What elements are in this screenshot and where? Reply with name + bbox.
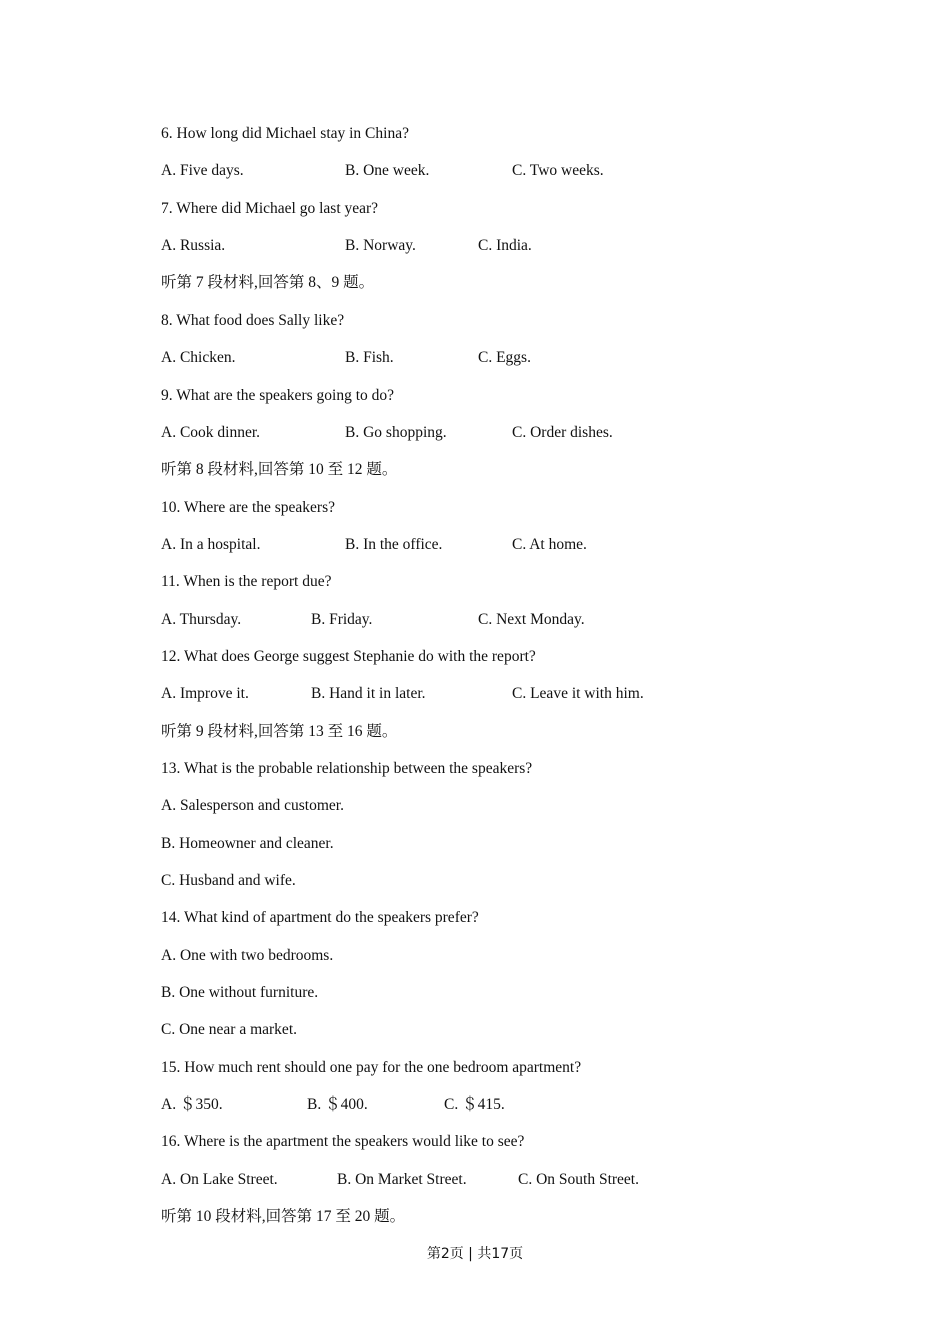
option-a: A. On Lake Street.: [161, 1171, 278, 1188]
question-16: 16. Where is the apartment the speakers would like to see?: [161, 1133, 525, 1150]
question-13-option-a: A. Salesperson and customer.: [161, 797, 344, 814]
section-instruction-8: 听第 8 段材料,回答第 10 至 12 题。: [161, 461, 398, 478]
option-a: A. ＄350.: [161, 1096, 223, 1113]
question-12: 12. What does George suggest Stephanie do with the report?: [161, 648, 536, 665]
question-13: 13. What is the probable relationship between the speakers?: [161, 760, 533, 777]
question-14: 14. What kind of apartment do the speakers prefer?: [161, 909, 479, 926]
question-11-options: [161, 610, 761, 630]
option-a: A. Five days.: [161, 162, 244, 179]
option-b: B. Friday.: [311, 611, 373, 628]
question-9: 9. What are the speakers going to do?: [161, 387, 394, 404]
question-7-options: [161, 236, 761, 256]
option-c: C. Two weeks.: [512, 162, 604, 179]
question-8-options: [161, 348, 761, 368]
question-9-options: [161, 423, 761, 443]
option-c: C. India.: [478, 237, 532, 254]
option-b: B. In the office.: [345, 536, 443, 553]
question-10: 10. Where are the speakers?: [161, 499, 335, 516]
option-b: B. Go shopping.: [345, 424, 447, 441]
question-12-options: [161, 684, 761, 704]
option-a: A. Thursday.: [161, 611, 242, 628]
option-c: C. On South Street.: [518, 1171, 639, 1188]
question-15: 15. How much rent should one pay for the one bedroom apartment?: [161, 1059, 582, 1076]
option-b: B. On Market Street.: [337, 1171, 467, 1188]
option-a: A. Cook dinner.: [161, 424, 261, 441]
option-a: A. Improve it.: [161, 685, 249, 702]
question-10-options: [161, 535, 761, 555]
option-c: C. At home.: [512, 536, 587, 553]
option-c: C. Leave it with him.: [512, 685, 644, 702]
option-a: A. In a hospital.: [161, 536, 261, 553]
option-b: B. Hand it in later.: [311, 685, 426, 702]
section-instruction-9: 听第 9 段材料,回答第 13 至 16 题。: [161, 723, 398, 740]
question-15-options: [161, 1095, 761, 1115]
question-8: 8. What food does Sally like?: [161, 312, 345, 329]
option-a: A. Russia.: [161, 237, 226, 254]
option-c: C. Eggs.: [478, 349, 531, 366]
option-c: C. Next Monday.: [478, 611, 585, 628]
question-13-option-b: B. Homeowner and cleaner.: [161, 835, 334, 852]
question-7: 7. Where did Michael go last year?: [161, 200, 379, 217]
option-b: B. ＄400.: [307, 1096, 368, 1113]
question-6-options: [161, 161, 761, 181]
question-14-option-a: A. One with two bedrooms.: [161, 947, 334, 964]
page-number-footer: 第2页 | 共17页: [426, 1246, 524, 1262]
question-13-option-c: C. Husband and wife.: [161, 872, 296, 889]
option-b: B. Fish.: [345, 349, 394, 366]
question-14-option-b: B. One without furniture.: [161, 984, 319, 1001]
section-instruction-10: 听第 10 段材料,回答第 17 至 20 题。: [161, 1208, 406, 1225]
question-6: 6. How long did Michael stay in China?: [161, 125, 409, 142]
question-14-option-c: C. One near a market.: [161, 1021, 297, 1038]
question-11: 11. When is the report due?: [161, 573, 332, 590]
option-b: B. One week.: [345, 162, 430, 179]
option-a: A. Chicken.: [161, 349, 236, 366]
option-b: B. Norway.: [345, 237, 416, 254]
question-16-options: [161, 1170, 761, 1190]
option-c: C. ＄415.: [444, 1096, 505, 1113]
section-instruction-7: 听第 7 段材料,回答第 8、9 题。: [161, 274, 375, 291]
option-c: C. Order dishes.: [512, 424, 613, 441]
